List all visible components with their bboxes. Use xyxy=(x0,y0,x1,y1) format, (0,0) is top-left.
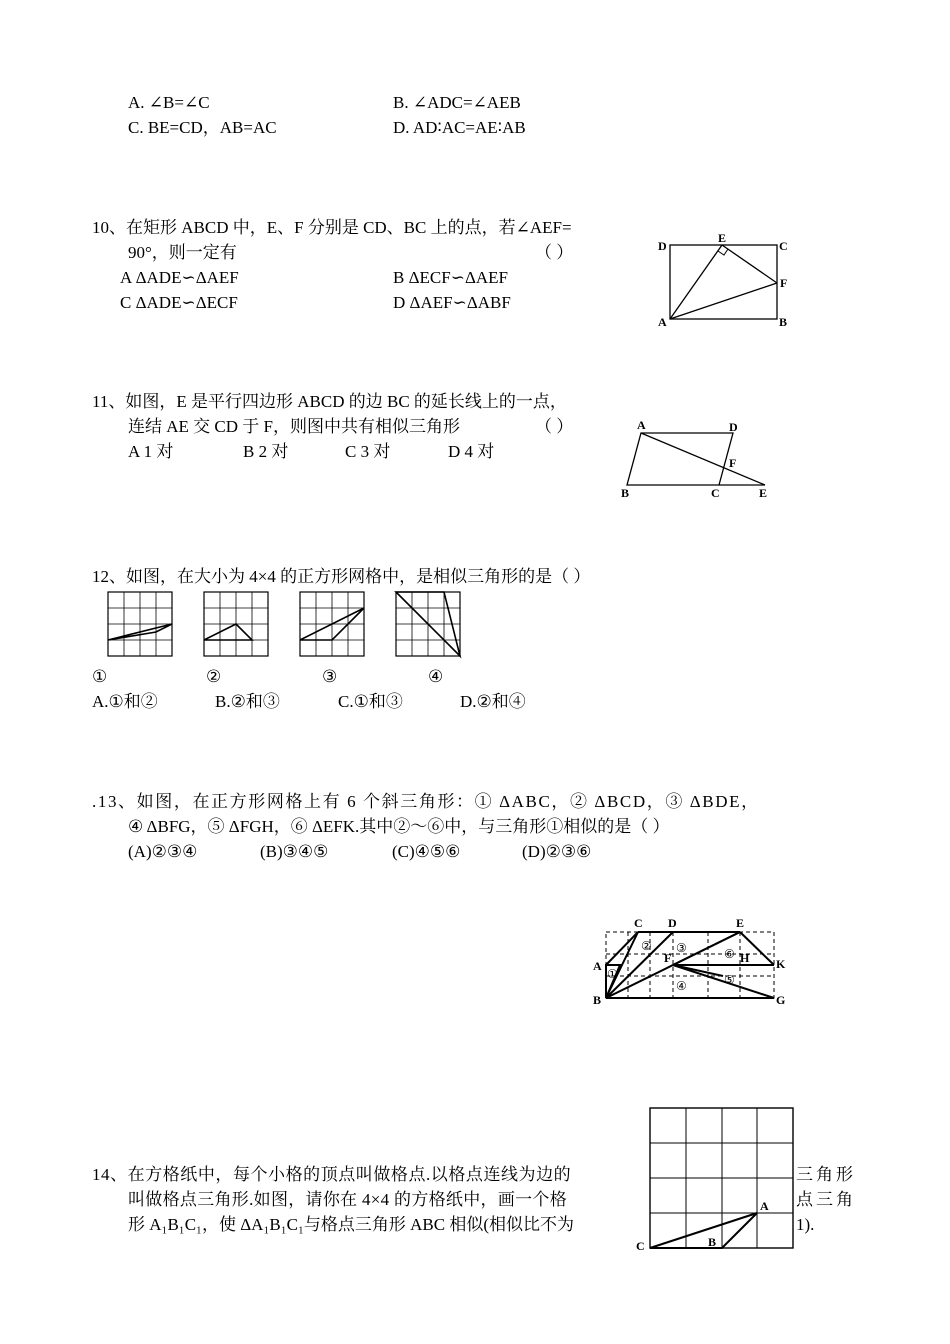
q12-option-c: C.①和③ xyxy=(338,692,403,711)
q13-label-c: C xyxy=(634,916,643,930)
q12-option-a: A.①和② xyxy=(92,692,158,711)
q13-label-e: E xyxy=(736,916,745,930)
q13-number-6: ⑥ xyxy=(724,947,735,961)
q13-label-f: F xyxy=(664,951,672,965)
q12-grid-3 xyxy=(300,592,364,656)
q13-grid-figure xyxy=(588,912,798,1012)
q13-option-b: (B)③④⑤ xyxy=(260,842,329,861)
q12-grid-1 xyxy=(108,592,172,656)
q9-option-b: B. ∠ADC=∠AEB xyxy=(393,93,521,112)
q14-label-b: B xyxy=(708,1235,717,1249)
q11-label-f: F xyxy=(729,456,737,470)
q11-option-d: D 4 对 xyxy=(448,442,495,461)
q10-label-b: B xyxy=(779,315,788,329)
q13-stem-line2: ④ ΔBFG，⑤ ΔFGH，⑥ ΔEFK.其中②～⑥中，与三角形①相似的是（ ） xyxy=(128,817,670,836)
q11-parallelogram-figure xyxy=(615,415,775,505)
q13-label-b: B xyxy=(593,993,602,1007)
q14-stem-line3-end: 1). xyxy=(796,1215,815,1234)
q10-label-c: C xyxy=(779,239,788,253)
q14-stem-line3: 形 A₁B₁C₁，使 ΔA₁B₁C₁与格点三角形 ABC 相似(相似比不为 xyxy=(128,1215,575,1234)
q11-answer-paren: （ ） xyxy=(535,417,574,436)
q12-grid-number-2: ② xyxy=(206,667,222,686)
q10-option-c: C ΔADE∽ΔECF xyxy=(120,293,238,312)
q12-grid-2 xyxy=(204,592,268,656)
q13-number-3: ③ xyxy=(676,941,687,955)
q11-option-a: A 1 对 xyxy=(128,442,174,461)
q11-option-b: B 2 对 xyxy=(243,442,289,461)
q13-number-4: ④ xyxy=(676,979,687,993)
q11-label-c: C xyxy=(711,486,720,500)
q12-option-b: B.②和③ xyxy=(215,692,280,711)
q9-option-c: C. BE=CD，AB=AC xyxy=(128,118,277,137)
q14-label-c: C xyxy=(636,1239,645,1253)
q13-label-g: G xyxy=(776,993,786,1007)
q10-option-d: D ΔAEF∽ΔABF xyxy=(393,293,511,312)
q14-stem-line1: 14、在方格纸中，每个小格的顶点叫做格点.以格点连线为边的 xyxy=(92,1165,572,1184)
q9-option-a: A. ∠B=∠C xyxy=(128,93,210,112)
q13-option-c: (C)④⑤⑥ xyxy=(392,842,461,861)
q10-label-d: D xyxy=(658,239,667,253)
q11-stem-line1: 11、如图，E 是平行四边形 ABCD 的边 BC 的延长线上的一点， xyxy=(92,392,567,411)
q10-answer-paren: （ ） xyxy=(535,243,574,262)
q11-option-c: C 3 对 xyxy=(345,442,391,461)
q12-grid-number-4: ④ xyxy=(428,667,444,686)
q13-stem-line1: .13、如图，在正方形网格上有 6 个斜三角形：① ΔABC，② ΔBCD，③ ΔBDE， xyxy=(92,792,760,811)
q12-grid-number-1: ① xyxy=(92,667,108,686)
q11-stem-line2: 连结 AE 交 CD 于 F，则图中共有相似三角形 xyxy=(128,417,460,436)
q13-number-2: ② xyxy=(641,939,652,953)
q9-option-d: D. AD∶AC=AE∶AB xyxy=(393,118,526,137)
q10-stem-line1: 10、在矩形 ABCD 中，E、F 分别是 CD、BC 上的点，若∠AEF= xyxy=(92,218,572,237)
q11-label-d: D xyxy=(729,420,738,434)
q10-option-a: A ΔADE∽ΔAEF xyxy=(120,268,239,287)
q14-stem-line1-end: 三角形 xyxy=(796,1165,856,1184)
q12-option-d: D.②和④ xyxy=(460,692,526,711)
q14-stem-line2: 叫做格点三角形.如图，请你在 4×4 的方格纸中，画一个格 xyxy=(128,1190,568,1209)
q13-label-h: H xyxy=(740,951,750,965)
q12-stem: 12、如图，在大小为 4×4 的正方形网格中，是相似三角形的是（ ） xyxy=(92,567,591,586)
q13-label-a: A xyxy=(593,959,602,973)
q10-option-b: B ΔECF∽ΔAEF xyxy=(393,268,508,287)
q14-stem-line2-end: 点三角 xyxy=(796,1190,856,1209)
q10-label-e: E xyxy=(718,231,727,245)
q14-label-a: A xyxy=(760,1199,769,1213)
q13-option-d: (D)②③⑥ xyxy=(522,842,592,861)
q10-label-f: F xyxy=(780,276,788,290)
q12-grid-number-3: ③ xyxy=(322,667,338,686)
q11-label-b: B xyxy=(621,486,630,500)
q10-stem-line2: 90°，则一定有 xyxy=(128,243,237,262)
q12-grids-figure xyxy=(100,588,470,663)
q13-option-a: (A)②③④ xyxy=(128,842,198,861)
q10-rectangle-figure xyxy=(650,228,800,332)
q11-label-a: A xyxy=(637,418,646,432)
q14-grid-figure xyxy=(632,1100,800,1260)
q13-label-d: D xyxy=(668,916,677,930)
q12-grid-4 xyxy=(396,592,460,656)
q13-label-k: K xyxy=(776,957,786,971)
q13-number-5: ⑤ xyxy=(724,973,735,987)
q11-label-e: E xyxy=(759,486,768,500)
q10-label-a: A xyxy=(658,315,667,329)
q13-number-1: ① xyxy=(607,967,618,981)
